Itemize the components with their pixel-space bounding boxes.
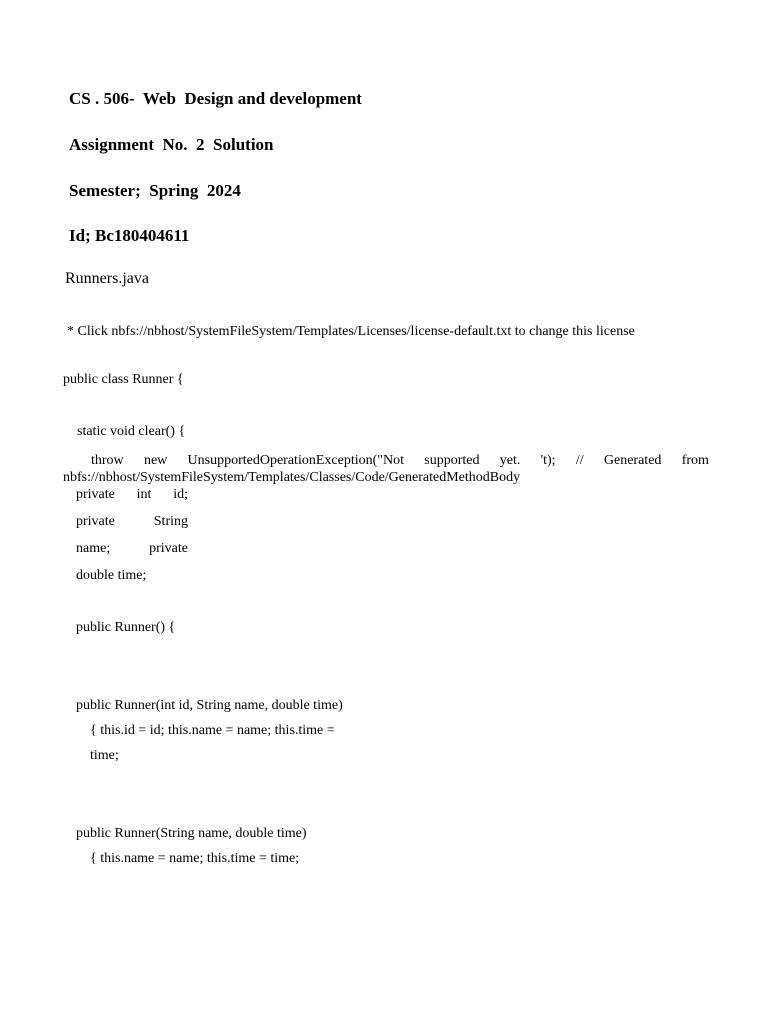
partial-constructor-signature: public Runner(String name, double time) — [76, 826, 307, 841]
code-token: name; — [76, 541, 111, 556]
code-token: private — [76, 487, 115, 502]
code-token: int — [136, 487, 152, 502]
class-declaration: public class Runner { — [63, 372, 184, 387]
student-id-line: Id; Bc180404611 — [69, 226, 190, 245]
semester-line: Semester; Spring 2024 — [69, 181, 241, 200]
throw-statement-continuation: nbfs://nbhost/SystemFileSystem/Templates/Classes/Code/GeneratedMethodBody — [63, 470, 521, 485]
assignment-title: Assignment No. 2 Solution — [69, 135, 274, 154]
code-token: new — [143, 453, 168, 468]
field-line-3 — [76, 542, 188, 556]
full-constructor-body: { this.id = id; this.name = name; this.time = — [90, 723, 335, 738]
file-name: Runners.java — [65, 270, 149, 287]
code-token: String — [153, 514, 188, 529]
code-token: private — [76, 514, 115, 529]
clear-method-signature: static void clear() { — [77, 424, 186, 439]
partial-constructor-body: { this.name = name; this.time = time; — [90, 851, 300, 866]
code-token: yet. — [499, 453, 521, 468]
throw-statement-line — [91, 454, 709, 468]
code-token: private — [149, 541, 188, 556]
code-token: UnsupportedOperationException("Not — [187, 453, 404, 468]
code-token: throw — [91, 453, 124, 468]
code-token: supported — [424, 453, 480, 468]
field-line-4: double time; — [76, 568, 147, 583]
code-token: // — [575, 453, 584, 468]
license-comment: * Click nbfs://nbhost/SystemFileSystem/Templates/Licenses/license-default.txt to change this license — [67, 324, 635, 339]
code-token: Generated — [603, 453, 662, 468]
default-constructor: public Runner() { — [76, 620, 176, 635]
full-constructor-signature: public Runner(int id, String name, double time) — [76, 698, 343, 713]
full-constructor-body-end: time; — [90, 748, 119, 763]
field-line-1 — [76, 488, 188, 502]
field-line-2 — [76, 515, 188, 529]
code-token: 't); — [540, 453, 556, 468]
code-token: from — [681, 453, 709, 468]
course-title: CS . 506- Web Design and development — [69, 89, 362, 108]
code-token: id; — [173, 487, 188, 502]
